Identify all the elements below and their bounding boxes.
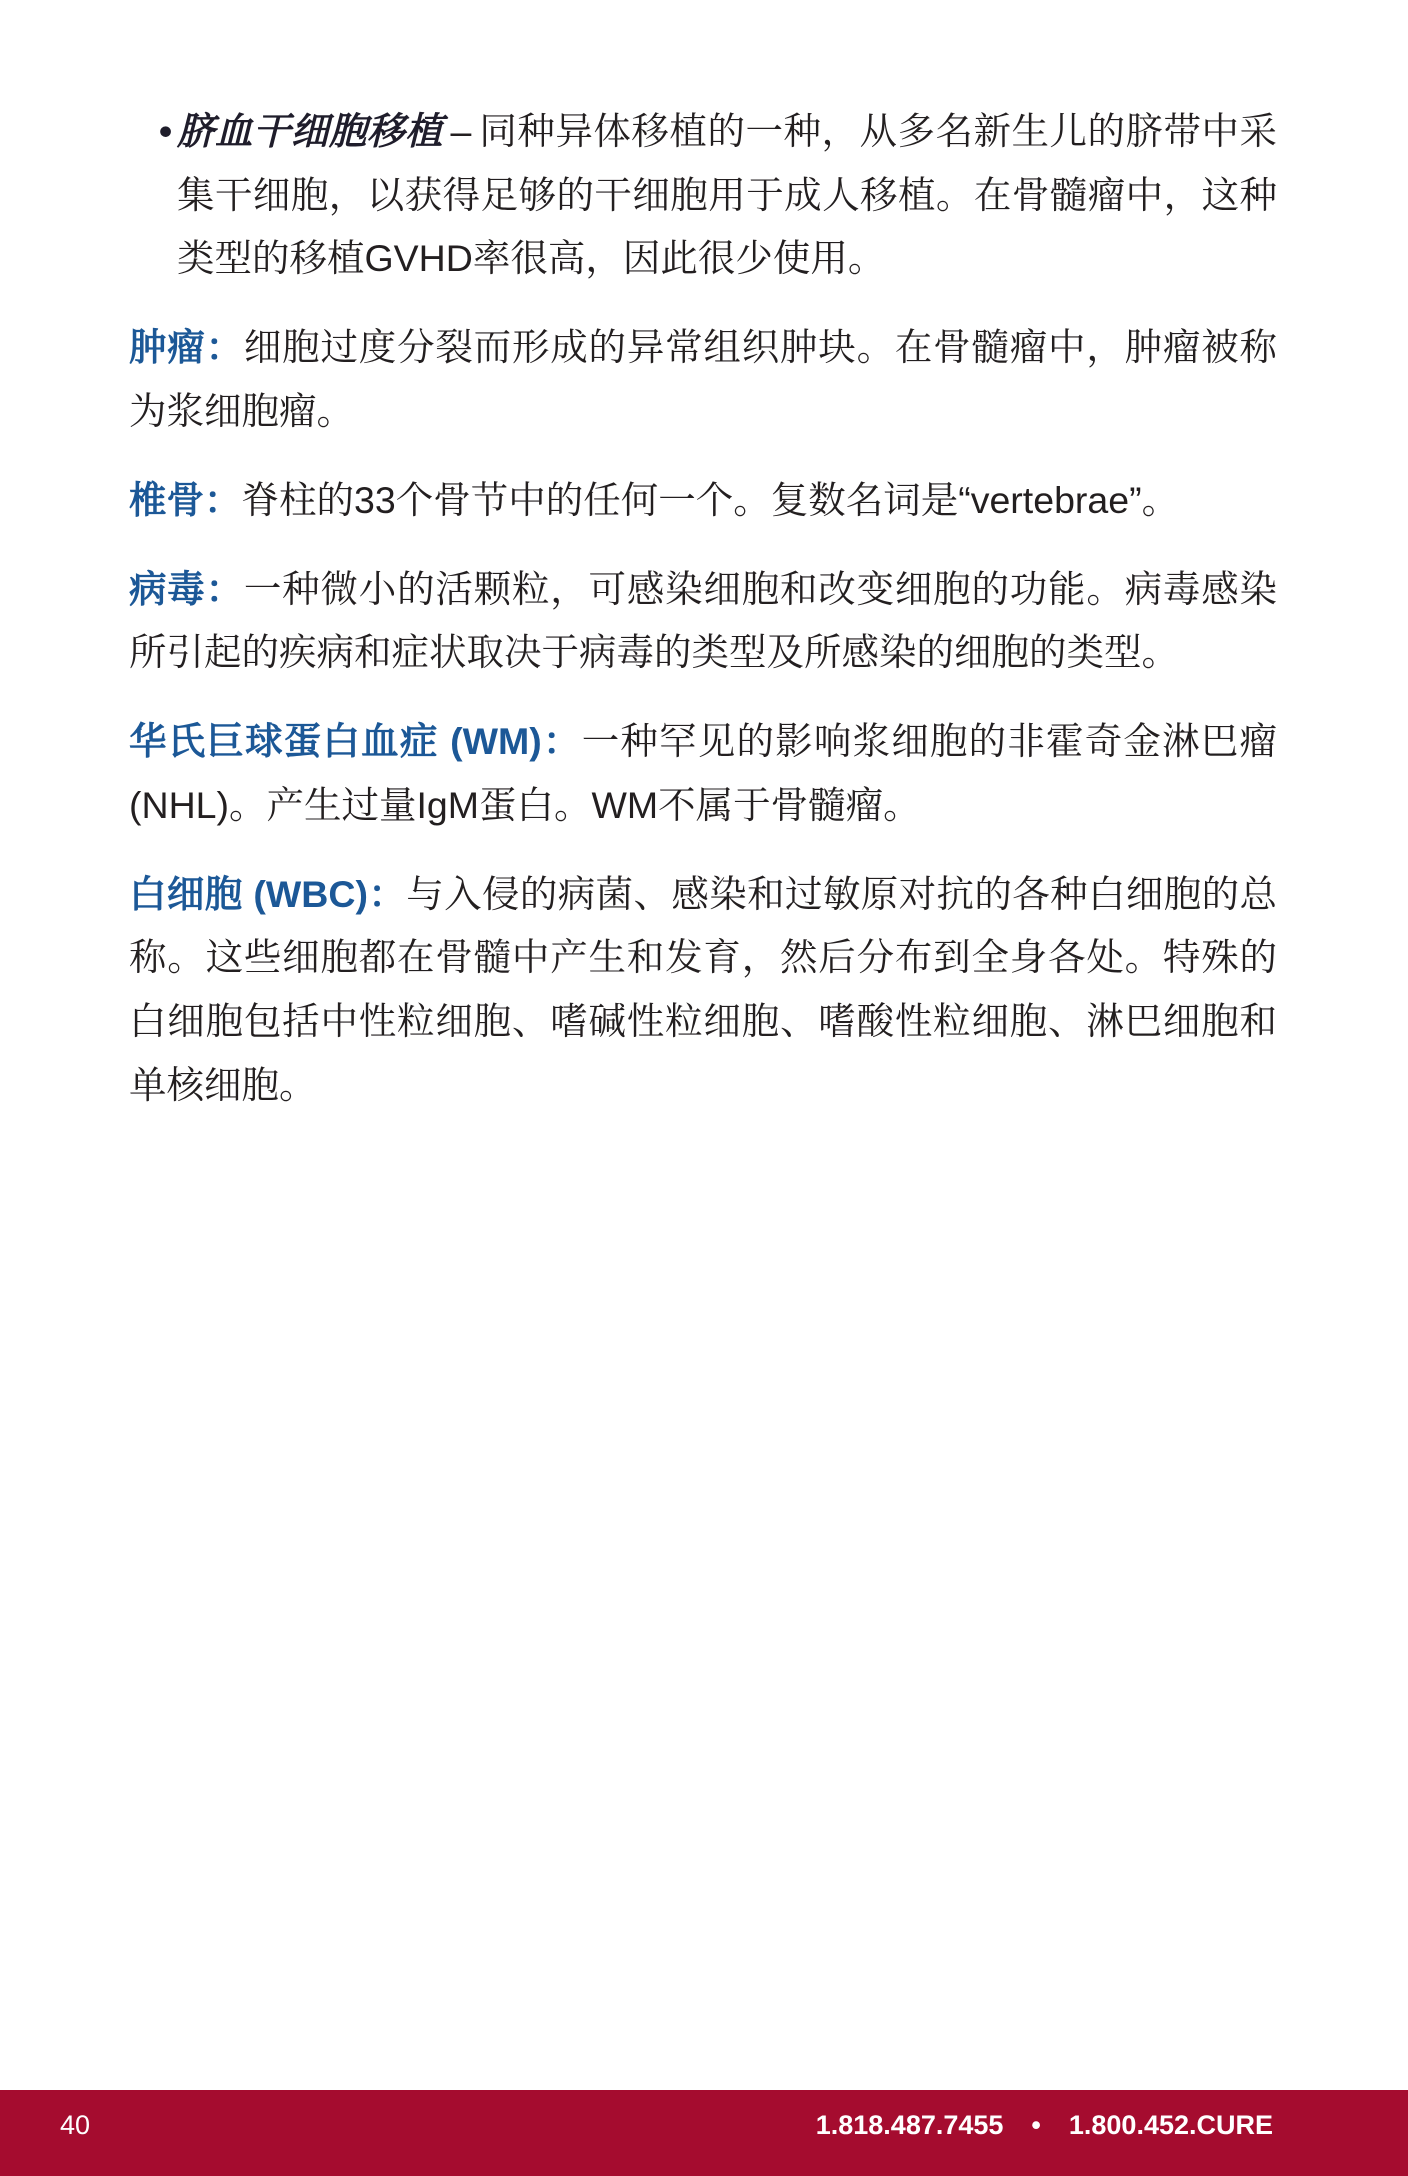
entry-definition: 一种微小的活颗粒，可感染细胞和改变细胞的功能。病毒感染所引起的疾病和症状取决于病毒的类型及所感染的细胞的类型。 <box>129 567 1278 674</box>
entry-term: 病毒： <box>129 567 244 610</box>
footer-divider-bullet-icon: • <box>1031 2109 1041 2140</box>
phone-number-primary: 1.818.487.7455 <box>815 2109 1004 2140</box>
entry-term: 白细胞 (WBC)： <box>129 872 407 915</box>
footer-contact <box>816 2110 1273 2141</box>
entry-term: 肿瘤： <box>129 326 244 369</box>
entry-term: 椎骨： <box>129 478 242 521</box>
glossary-entry-vertebra <box>129 469 1277 533</box>
page-number: 40 <box>60 2109 91 2140</box>
glossary-entry-white-blood-cell <box>129 863 1277 1117</box>
entry-definition: 一种罕见的影响浆细胞的非霍奇金淋巴瘤(NHL)。产生过量IgM蛋白。WM不属于骨髓瘤。 <box>129 720 1278 826</box>
bullet-icon: • <box>159 110 173 152</box>
glossary-entry-tumor <box>129 316 1277 443</box>
phone-number-toll-free: 1.800.452.CURE <box>1068 2109 1273 2140</box>
entry-separator: – <box>450 110 472 152</box>
glossary-entry-cord-blood-transplant <box>129 100 1277 291</box>
entry-term: 脐血干细胞移植 <box>177 110 444 152</box>
glossary-entry-waldenstrom <box>129 710 1277 837</box>
glossary-content <box>129 100 1277 1143</box>
entry-definition: 同种异体移植的一种，从多名新生儿的脐带中采集干细胞，以获得足够的干细胞用于成人移植。在骨髓瘤中，这种类型的移植GVHD率很高，因此很少使用。 <box>177 110 1278 280</box>
glossary-entry-virus <box>129 558 1277 685</box>
page-footer <box>0 2090 1408 2176</box>
entry-definition: 脊柱的33个骨节中的任何一个。复数名词是“vertebrae”。 <box>241 478 1180 521</box>
entry-definition: 细胞过度分裂而形成的异常组织肿块。在骨髓瘤中，肿瘤被称为浆细胞瘤。 <box>129 326 1278 432</box>
entry-definition: 与入侵的病菌、感染和过敏原对抗的各种白细胞的总称。这些细胞都在骨髓中产生和发育，然后分布到全身各处。特殊的白细胞包括中性粒细胞、嗜碱性粒细胞、嗜酸性粒细胞、淋巴细胞和单核细胞。 <box>129 872 1278 1106</box>
entry-term: 华氏巨球蛋白血症 (WM)： <box>129 720 582 763</box>
